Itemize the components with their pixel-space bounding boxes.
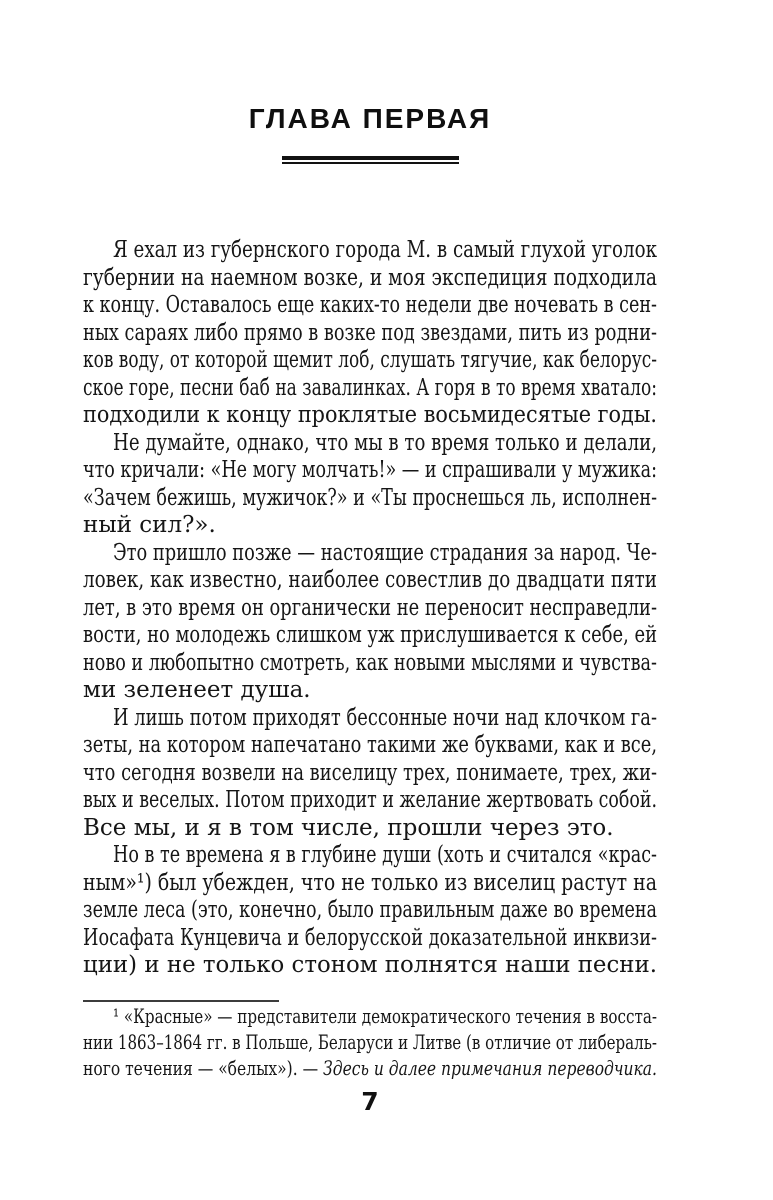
text-line: «Зачем бежишь, мужичок?» и «Ты проснешься ль, исполнен- (83, 484, 657, 511)
text-line: подходили к концу проклятые восьмидесятые годы. (83, 402, 657, 428)
text-line: ных сараях либо прямо в возке под звездами, пить из родни- (83, 319, 657, 346)
text-line: к концу. Оставалось еще каких-то недели две ночевать в сен- (83, 292, 657, 318)
text-line: Я ехал из губернского города М. в самый глухой уголок (113, 237, 657, 263)
text-line: ми зеленеет душа. (83, 677, 311, 703)
text-line: зеты, на котором напечатано такими же буквами, как и все, (83, 732, 657, 758)
text-line: ным»¹) был убежден, что не только из виселиц растут на (83, 869, 657, 896)
text-line: ции) и не только стоном полнятся наши песни. (83, 952, 657, 978)
text-line: вых и веселых. Потом приходит и желание жертвовать собой. (83, 787, 657, 813)
footnote (83, 1003, 657, 1081)
text-line: что кричали: «Не могу молчать!» — и спрашивали у мужика: (83, 457, 657, 483)
text-line: ков воду, от которой щемит лоб, слушать тягучие, как белорус- (83, 347, 657, 373)
title-rule-thick-line (282, 156, 459, 160)
text-line: губернии на наемном возке, и моя экспедиция подходила (83, 264, 657, 291)
text-line: Не думайте, однако, что мы в то время только и делали, (113, 429, 657, 456)
text-line: ново и любопытно смотреть, как новыми мыслями и чувства- (83, 649, 657, 676)
text-line: Но в те времена я в глубине души (хоть и считался «крас- (113, 842, 657, 868)
text-line: земле леса (это, конечно, было правильным даже во времена (83, 897, 657, 923)
text-line: Все мы, и я в том числе, прошли через это. (83, 814, 614, 841)
text-line: вости, но молодежь слишком уж прислушивается к себе, ей (83, 622, 657, 648)
text-line: Иосафата Кунцевича и белорусской доказательной инквизи- (83, 924, 657, 951)
text-line: ный сил?». (83, 512, 216, 538)
title-double-rule (83, 156, 657, 164)
text-line: ловек, как известно, наиболее совестлив до двадцати пяти (83, 567, 657, 593)
page-number: 7 (361, 1087, 379, 1116)
footnote-line: нии 1863–1864 гг. в Польше, Беларуси и Литве (в отличие от либераль- (83, 1030, 657, 1054)
footnote-line: ного течения — «белых»). — Здесь и далее примечания переводчика. (83, 1056, 657, 1080)
chapter-title: ГЛАВА ПЕРВАЯ (248, 103, 492, 134)
body-text (83, 237, 657, 980)
footnote-line: ¹ «Красные» — представители демократического течения в восста- (113, 1004, 657, 1028)
text-line: Это пришло позже — настоящие страдания за народ. Че- (113, 539, 657, 566)
title-rule-thin-line (282, 162, 459, 164)
text-line: что сегодня возвели на виселицу трех, понимаете, трех, жи- (83, 759, 657, 786)
footnote-divider (83, 1000, 279, 1002)
text-line: И лишь потом приходят бессонные ночи над клочком га- (113, 704, 657, 731)
text-line: ское горе, песни баб на завалинках. А горя в то время хватало: (83, 374, 657, 401)
text-line: лет, в это время он органически не переносит несправедли- (83, 594, 657, 621)
